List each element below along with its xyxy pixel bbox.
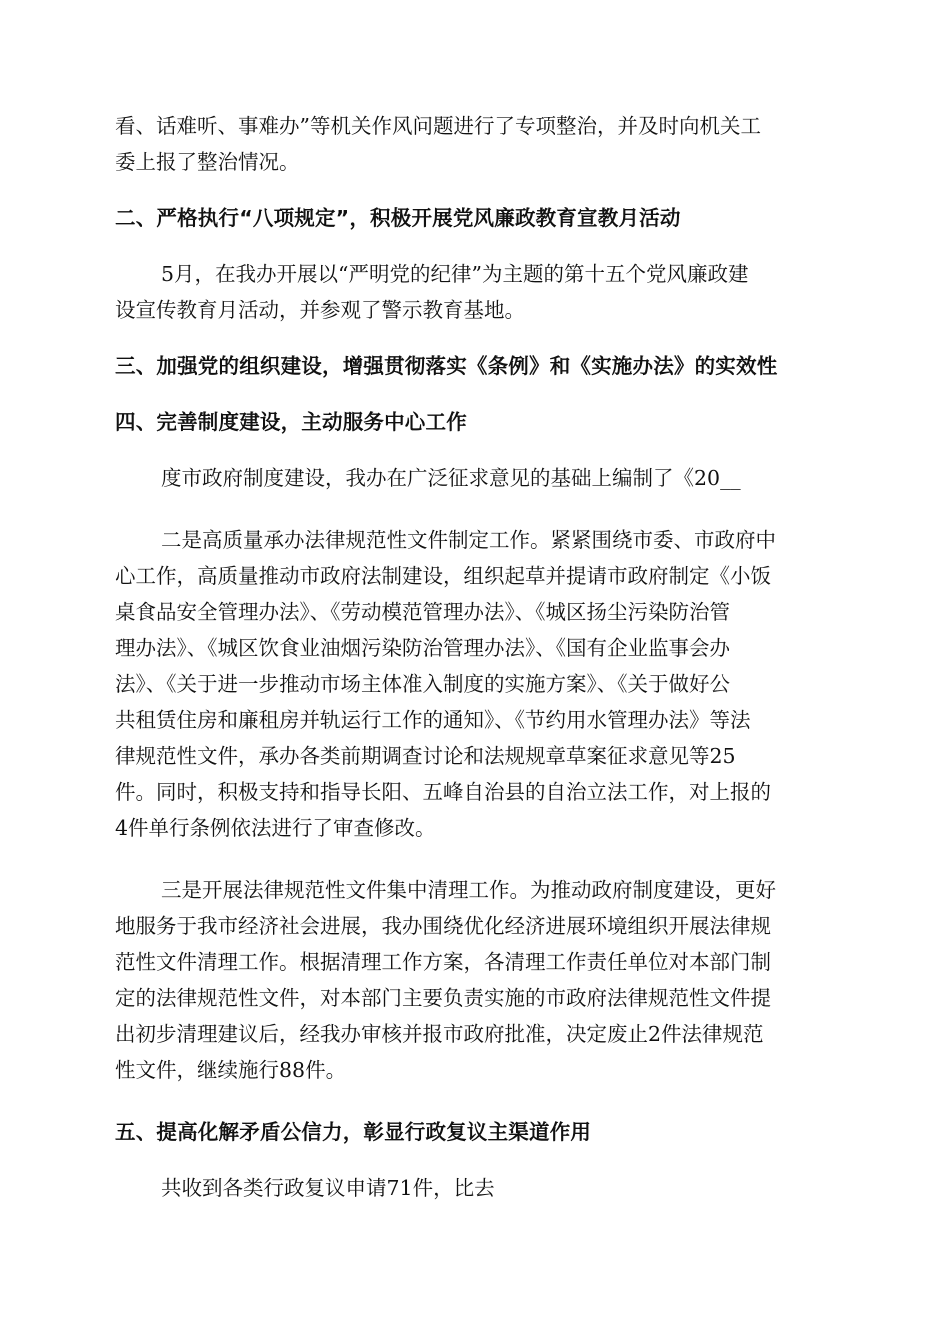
text-line: 桌食品安全管理办法》、《劳动模范管理办法》、《城区扬尘污染防治管 [115,600,730,624]
text-line: 件。同时，积极支持和指导长阳、五峰自治县的自治立法工作，对上报的 [115,780,771,804]
paragraph [115,1170,840,1206]
text-line: 共租赁住房和廉租房并轨运行工作的通知》、《节约用水管理办法》等法 [115,708,751,732]
text-line: 律规范性文件，承办各类前期调查讨论和法规规章草案征求意见等25 [115,744,736,768]
text-line: 出初步清理建议后，经我办审核并报市政府批准，决定废止2件法律规范 [115,1022,764,1046]
text-line: 地服务于我市经济社会进展，我办围绕优化经济进展环境组织开展法律规 [115,914,771,938]
text-line: 二是高质量承办法律规范性文件制定工作。紧紧围绕市委、市政府中 [161,528,776,552]
paragraph [115,460,840,496]
text-line: 委上报了整治情况。 [115,150,300,174]
section-heading-3: 三、加强党的组织建设，增强贯彻落实《条例》和《实施办法》的实效性 [115,354,778,378]
text-line: 法》、《关于进一步推动市场主体准入制度的实施方案》、《关于做好公 [115,672,730,696]
text-line: 心工作，高质量推动市政府法制建设，组织起草并提请市政府制定《小饭 [115,564,771,588]
text-line: 共收到各类行政复议申请71件，比去 [161,1176,495,1200]
text-line: 看、话难听、事难办”等机关作风问题进行了专项整治，并及时向机关工 [115,114,761,138]
text-line: 4件单行条例依法进行了审查修改。 [115,816,436,840]
paragraph [115,108,840,180]
section-heading-4: 四、完善制度建设，主动服务中心工作 [115,410,467,434]
text-line: 5月，在我办开展以“严明党的纪律”为主题的第十五个党风廉政建 [161,262,749,286]
text-line: 性文件，继续施行88件。 [115,1058,347,1082]
text-line: 理办法》、《城区饮食业油烟污染防治管理办法》、《国有企业监事会办 [115,636,730,660]
text-line: 设宣传教育月活动，并参观了警示教育基地。 [115,298,525,322]
paragraph [115,872,840,1088]
section-heading-2: 二、严格执行“八项规定”，积极开展党风廉政教育宣教月活动 [115,206,681,230]
text-line: 范性文件清理工作。根据清理工作方案，各清理工作责任单位对本部门制 [115,950,771,974]
document-page [115,108,840,1206]
paragraph [115,256,840,328]
text-line: 三是开展法律规范性文件集中清理工作。为推动政府制度建设，更好 [161,878,776,902]
text-line: 定的法律规范性文件，对本部门主要负责实施的市政府法律规范性文件提 [115,986,771,1010]
text-line: 度市政府制度建设，我办在广泛征求意见的基础上编制了《20__ [161,466,741,490]
section-heading-5: 五、提高化解矛盾公信力，彰显行政复议主渠道作用 [115,1120,592,1144]
paragraph [115,522,840,846]
